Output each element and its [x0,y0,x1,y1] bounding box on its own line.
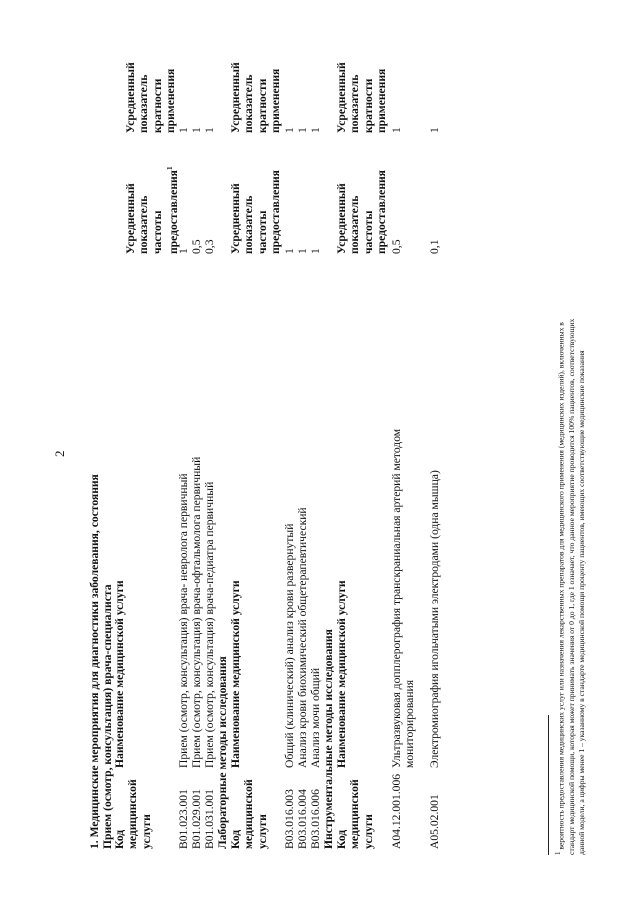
col-multiplicity-header: Усредненный показатель кратности применения [335,62,389,133]
col-name-header: Наименование медицинской услуги [113,580,126,768]
col-code-header: Код медицинской услуги [335,779,375,849]
col-name-header: Наименование медицинской услуги [335,580,348,768]
col-code-header: Код медицинской услуги [113,779,153,849]
col-multiplicity-header: Усредненный показатель кратности применения [229,62,283,133]
section-title: 1. Медицинские мероприятия для диагностики заболевания, состояния [88,474,101,849]
document-page: 2 1. Медицинские мероприятия для диагностики заболевания, состояния Прием (осмотр, консультация) врача-специалиста Код медицинской услуги Наименование медицинской услуги Усредненный показатель частоты предоставления$^1$ Усредненный показатель кратности применения B01.023.001 Прием (осмотр, консультация) врача- невролога первичный 1 1 B01.029.001 Прием (осмотр, консультация) врача-офтальмолога первичный 0,5 1 B01.031.001 Прием (осмотр, консультация) врача-педиатра первичный 0,3 1 Лабораторные методы исследования Код медицинской услуги Наименование медицинской услуги Усредненный показатель частоты предоставления Усредненный показатель кратности применения B03.016.003 Общий (клинический) анализ крови развернутый 1 1 B03.016.004 Анализ крови биохимический общетерапевтический 1 1 B03.016.006 Анализ мочи общий 1 1 Инструментальные методы исследования Код медицинской услуги Наименование медицинской услуги Усредненный показатель частоты предоставления Усредненный показатель кратности применения A04.12.001.006 Ультразвуковая допплерография транскраниальная артерий методом мониторирования 0,5 1 A05.02.001 Электромиография игольчатыми электродами (одна мышца) 0,1 1 $^1$ вероятность предоставления медицинских услуг или назначения лекарственных препаратов для медицинского применения (медицинских изделий), включенных в стандарт медицинской помощи, которая может принимать значения от 0 до 1, где 1 означает, что данное мероприятие проводится 100% пациентов, соответствующих данной модели, а цифры менее 1 – указанному в стандарте медицинской помощи проценту пациентов, имеющих соответствующие медицинские показания [0,0,640,905]
footnote-ref: 1 [166,166,175,171]
col-frequency-header: Усредненный показатель частоты предоставления [335,170,389,254]
col-multiplicity-header: Усредненный показатель кратности применения [124,62,178,133]
footnote: $^1$ вероятность предоставления медицинских услуг или назначения лекарственных препаратов для медицинского применения (медицинских изделий), включенных в стандарт медицинской помощи, которая может принимать значения от 0 до 1, где 1 означает, что данное мероприятие проводится 100% пациентов, соответствующих данной модели, а цифры менее 1 – указанному в стандарте медицинской помощи проценту пациентов, имеющих соответствующие медицинские показания [554,318,586,855]
col-name-header: Наименование медицинской услуги [229,580,242,768]
footnote-divider [548,715,549,855]
page-number: 2 [52,450,67,457]
col-code-header: Код медицинской услуги [229,779,269,849]
col-frequency-header: Усредненный показатель частоты предоставления$^1$ [124,166,181,254]
subsection-title-instrumental: Инструментальные методы исследования [322,629,335,849]
col-frequency-header: Усредненный показатель частоты предоставления [229,170,283,254]
subsection-title-lab: Лабораторные методы исследования [216,656,229,849]
subsection-title-consultations: Прием (осмотр, консультация) врача-специалиста [101,584,114,849]
